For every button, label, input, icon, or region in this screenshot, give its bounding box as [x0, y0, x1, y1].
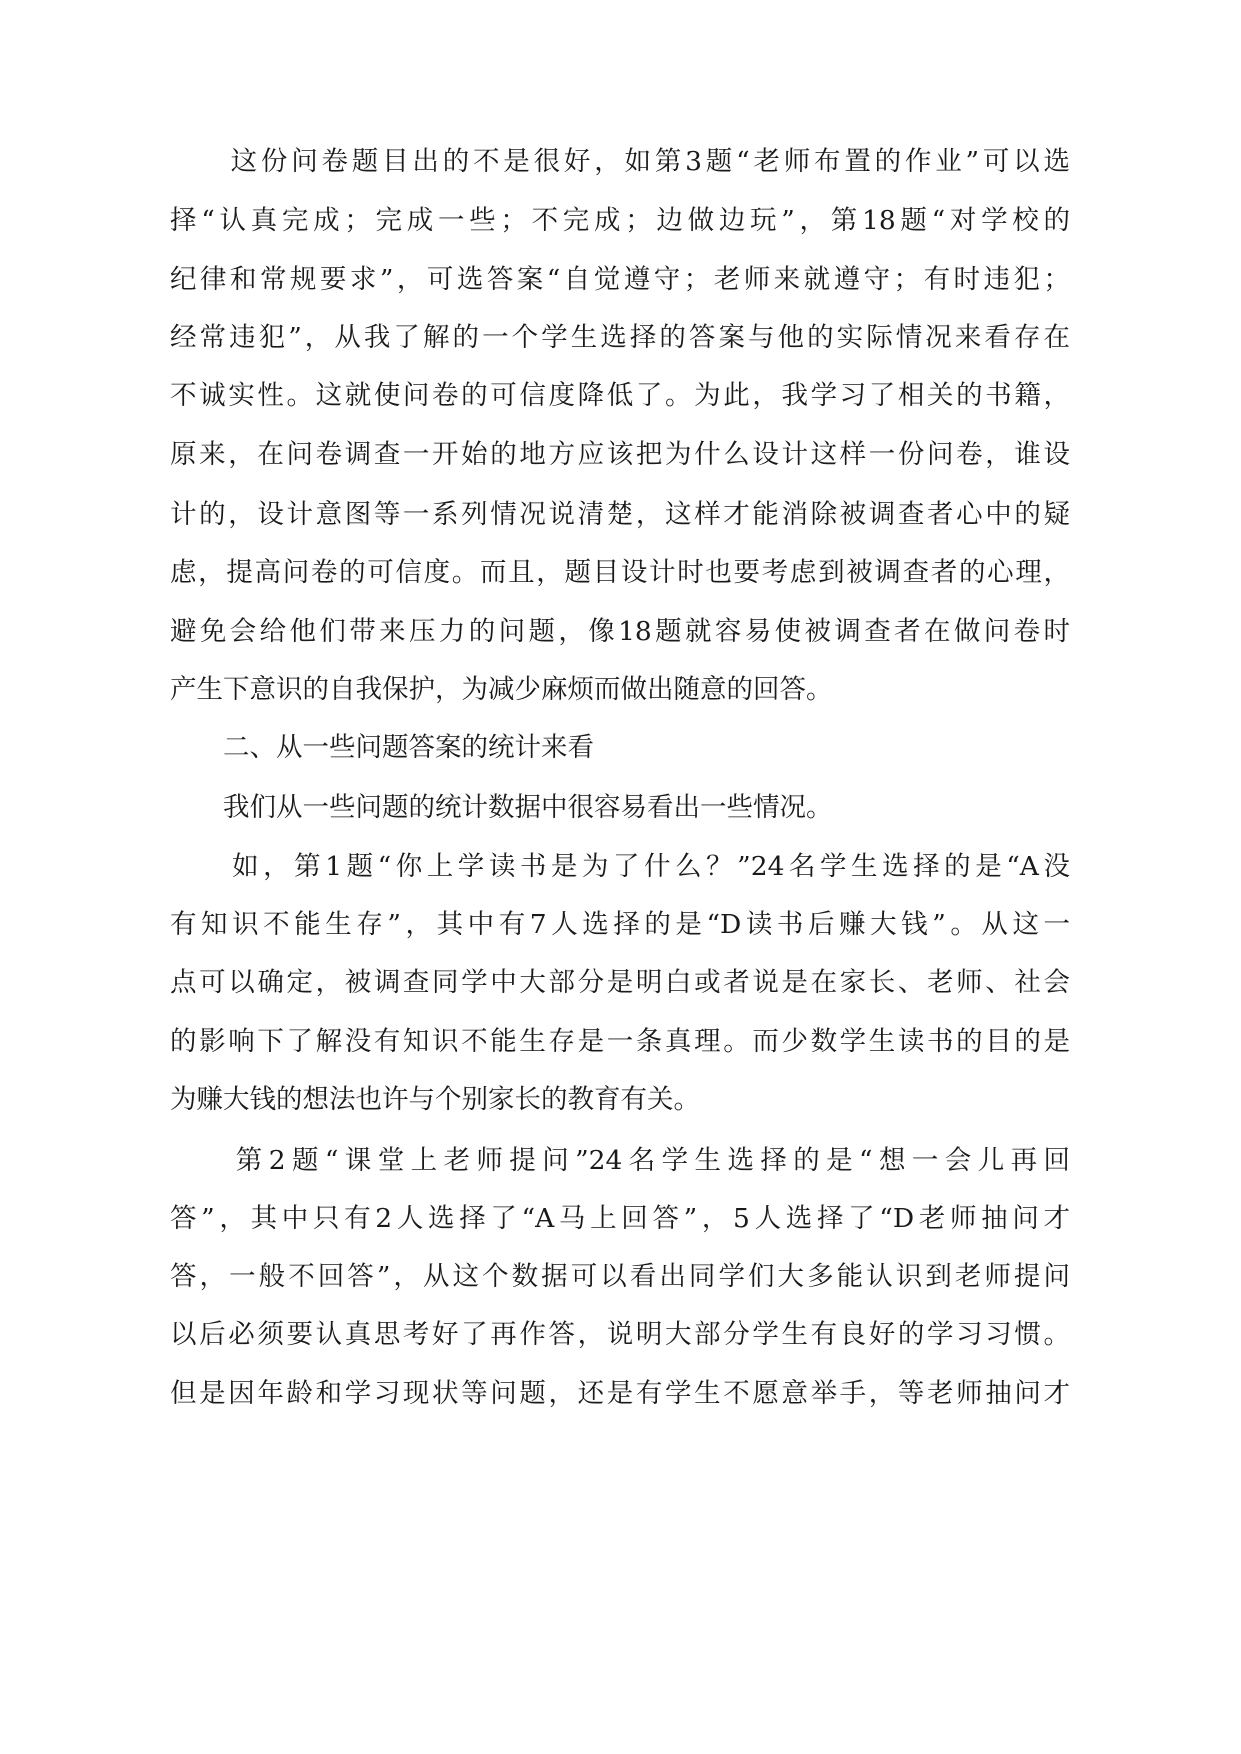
paragraph-line: 经常违犯”，从我了解的一个学生选择的答案与他的实际情况来看存在: [170, 322, 1070, 353]
paragraph-line: 我们从一些问题的统计数据中很容易看出一些情况。: [170, 792, 833, 823]
paragraph-line: 为赚大钱的想法也许与个别家长的教育有关。: [170, 1084, 700, 1115]
paragraph-line: 纪律和常规要求”，可选答案“自觉遵守；老师来就遵守；有时违犯；: [170, 264, 1070, 295]
section-heading: 二、从一些问题答案的统计来看: [170, 732, 594, 763]
paragraph-line: 避免会给他们带来压力的问题，像18题就容易使被调查者在做问卷时: [170, 616, 1070, 647]
paragraph-line: 第2题“课堂上老师提问”24名学生选择的是“想一会儿再回: [170, 1145, 1070, 1176]
paragraph-line: 择“认真完成；完成一些；不完成；边做边玩”，第18题“对学校的: [170, 205, 1070, 236]
paragraph-line: 答，一般不回答”，从这个数据可以看出同学们大多能认识到老师提问: [170, 1261, 1070, 1292]
paragraph-line: 答”，其中只有2人选择了“A马上回答”，5人选择了“D老师抽问才: [170, 1203, 1070, 1234]
paragraph-line: 如，第1题“你上学读书是为了什么？”24名学生选择的是“A没: [170, 851, 1070, 882]
paragraph-line: 点可以确定，被调查同学中大部分是明白或者说是在家长、老师、社会: [170, 967, 1070, 998]
paragraph-line: 原来，在问卷调查一开始的地方应该把为什么设计这样一份问卷，谁设: [170, 439, 1070, 470]
paragraph-line: 以后必须要认真思考好了再作答，说明大部分学生有良好的学习习惯。: [170, 1319, 1070, 1350]
paragraph-line: 的影响下了解没有知识不能生存是一条真理。而少数学生读书的目的是: [170, 1026, 1070, 1057]
paragraph-line: 有知识不能生存”，其中有7人选择的是“D读书后赚大钱”。从这一: [170, 909, 1070, 940]
paragraph-line: 计的，设计意图等一系列情况说清楚，这样才能消除被调查者心中的疑: [170, 499, 1070, 530]
paragraph-line: 产生下意识的自我保护，为减少麻烦而做出随意的回答。: [170, 674, 833, 705]
paragraph-line: 但是因年龄和学习现状等问题，还是有学生不愿意举手，等老师抽问才: [170, 1378, 1070, 1409]
paragraph-line: 虑，提高问卷的可信度。而且，题目设计时也要考虑到被调查者的心理，: [170, 557, 1070, 588]
paragraph-line: 这份问卷题目出的不是很好，如第3题“老师布置的作业”可以选: [170, 146, 1070, 177]
paragraph-line: 不诚实性。这就使问卷的可信度降低了。为此，我学习了相关的书籍，: [170, 380, 1070, 411]
